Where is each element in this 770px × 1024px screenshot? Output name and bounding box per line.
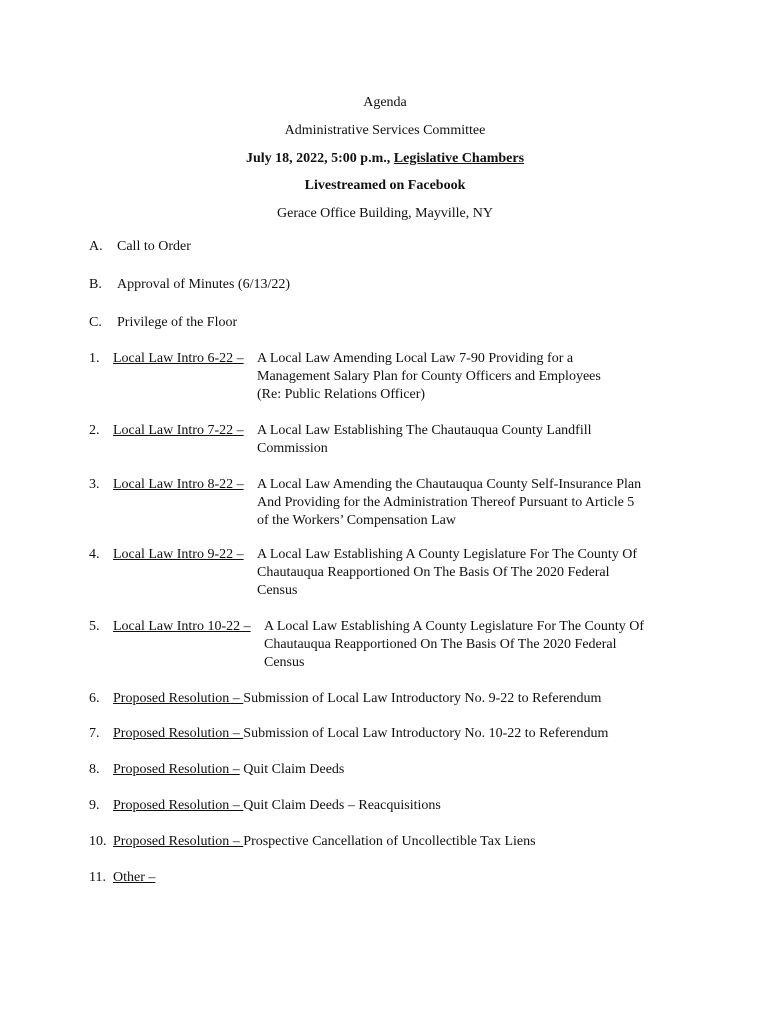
description-line: A Local Law Amending the Chautauqua County Self-Insurance Plan [257, 477, 642, 492]
item-label: C. [89, 315, 102, 330]
meeting-date-time: July 18, 2022, 5:00 p.m., [245, 151, 394, 166]
item-label: 10. [89, 834, 107, 849]
item-title-text: Local Law Intro 9-22 – [113, 547, 244, 562]
committee-name: Administrative Services Committee [284, 123, 486, 138]
item-text: Quit Claim Deeds – Reacquisitions [243, 798, 441, 813]
item-title [113, 350, 244, 368]
item-label: 2. [89, 423, 100, 438]
agenda-item-11 [89, 869, 155, 887]
item-label: A. [89, 239, 103, 254]
item-description [257, 476, 641, 530]
item-label: 1. [89, 351, 100, 366]
item-title-text: Local Law Intro 7-22 – [113, 423, 244, 438]
description-line: Chautauqua Reapportioned On The Basis Of The 2020 Federal [264, 637, 617, 652]
item-label: 4. [89, 547, 100, 562]
item-title-text: Local Law Intro 10-22 – [113, 619, 251, 634]
item-text: Submission of Local Law Introductory No. 10-22 to Referendum [243, 726, 609, 741]
item-title-text: Local Law Intro 8-22 – [113, 477, 244, 492]
agenda-item-8 [89, 761, 344, 779]
description-line: A Local Law Establishing The Chautauqua County Landfill [257, 423, 592, 438]
item-label: 9. [89, 798, 100, 813]
livestream-note: Livestreamed on Facebook [304, 178, 466, 193]
description-line: A Local Law Establishing A County Legislature For The County Of [264, 619, 645, 634]
item-label: 3. [89, 477, 100, 492]
item-text: Quit Claim Deeds [239, 762, 345, 777]
agenda-item-10 [89, 833, 536, 851]
description-line: Census [257, 583, 298, 598]
agenda-item-b [89, 276, 290, 294]
agenda-item-6 [89, 690, 601, 708]
item-title [113, 618, 251, 636]
item-title-text: Local Law Intro 6-22 – [113, 351, 244, 366]
item-description [257, 422, 592, 458]
meeting-location: Legislative Chambers [393, 151, 525, 166]
item-text: Privilege of the Floor [117, 315, 238, 330]
item-label: 6. [89, 691, 100, 706]
item-description [257, 546, 637, 600]
item-label: 8. [89, 762, 100, 777]
description-line: Chautauqua Reapportioned On The Basis Of The 2020 Federal [257, 565, 610, 580]
item-text: Submission of Local Law Introductory No. 9-22 to Referendum [243, 691, 602, 706]
item-title: Proposed Resolution – [113, 762, 240, 777]
agenda-item-7 [89, 725, 608, 743]
item-title [113, 422, 244, 440]
description-line: (Re: Public Relations Officer) [257, 387, 426, 402]
agenda-heading: Agenda [363, 95, 407, 110]
item-title: Proposed Resolution – [113, 798, 244, 813]
building-address: Gerace Office Building, Mayville, NY [277, 206, 493, 221]
item-description [264, 618, 644, 672]
description-line: A Local Law Establishing A County Legislature For The County Of [257, 547, 638, 562]
item-title [113, 476, 244, 494]
item-title [113, 546, 244, 564]
meeting-date-location [0, 150, 770, 168]
description-line: Commission [257, 441, 328, 456]
item-title: Other – [113, 870, 156, 885]
item-label: B. [89, 277, 102, 292]
description-line: of the Workers’ Compensation Law [257, 513, 456, 528]
item-text: Prospective Cancellation of Uncollectible Tax Liens [243, 834, 536, 849]
description-line: A Local Law Amending Local Law 7-90 Providing for a [257, 351, 574, 366]
item-text: Approval of Minutes (6/13/22) [117, 277, 291, 292]
item-description [257, 350, 601, 404]
item-label: 7. [89, 726, 100, 741]
agenda-item-9 [89, 797, 441, 815]
agenda-item-c [89, 314, 237, 332]
item-title: Proposed Resolution – [113, 834, 244, 849]
item-title: Proposed Resolution – [113, 691, 244, 706]
item-text: Call to Order [117, 239, 191, 254]
description-line: And Providing for the Administration Thereof Pursuant to Article 5 [257, 495, 635, 510]
item-label: 5. [89, 619, 100, 634]
item-title: Proposed Resolution – [113, 726, 244, 741]
agenda-item-a [89, 238, 191, 256]
description-line: Management Salary Plan for County Officers and Employees [257, 369, 601, 384]
description-line: Census [264, 655, 305, 670]
item-label: 11. [89, 870, 106, 885]
